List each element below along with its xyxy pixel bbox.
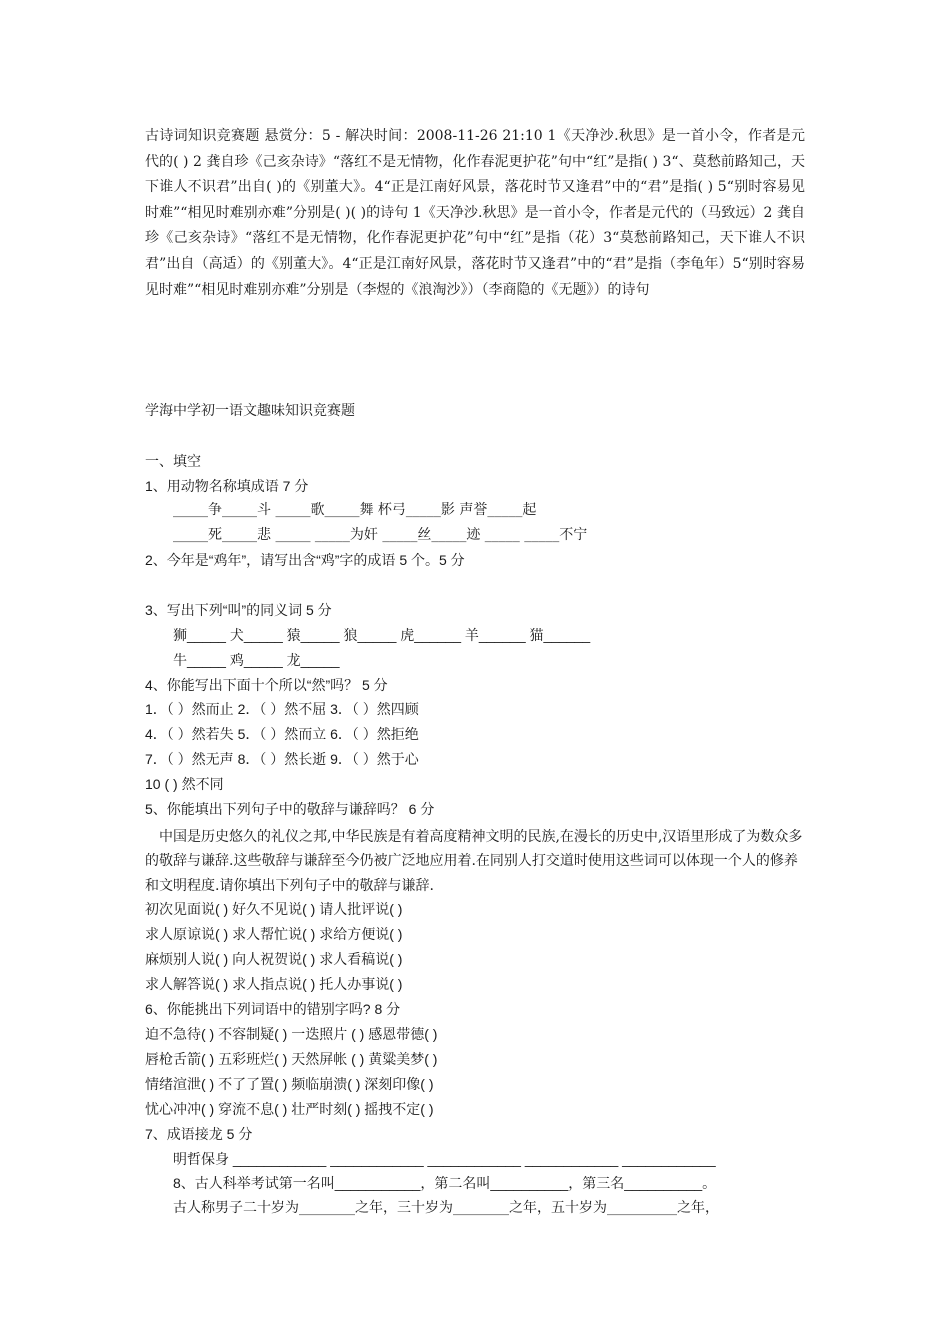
question-4: 4、你能写出下面十个所以“然”吗？ 5 分 xyxy=(145,677,388,693)
question-5-passage: 中国是历史悠久的礼仪之邦,中华民族是有着高度精神文明的民族,在漫长的历史中,汉语里形成了为数众多的敬辞与谦辞.这些敬辞与谦辞至今仍被广泛地应用着.在同别人打交道时使用这些词可以体现一个人的修养和文明程度.请你填出下列句子中的敬辞与谦辞. xyxy=(145,829,803,894)
question-4-row-4: 10 ( ) 然不同 xyxy=(145,776,224,792)
question-6-row-1: 迫不急待( ) 不容制疑( ) 一迭照片 ( ) 感恩带德( ) xyxy=(145,1026,438,1042)
quiz-title: 学海中学初一语文趣味知识竞赛题 xyxy=(145,403,355,419)
question-3-row-2: 牛_____ 鸡_____ 龙_____ xyxy=(173,652,340,668)
question-1: 1、用动物名称填成语 7 分 xyxy=(145,478,309,494)
question-4-row-2: 4．（ ）然若失 5．（ ）然而立 6．（ ）然拒绝 xyxy=(145,726,419,742)
question-1-row-2: _____死_____悲 _____ _____为奸 _____丝_____迹 _____ _____不宁 xyxy=(173,527,588,543)
question-6-row-3: 情绪渲泄( ) 不了了置( ) 频临崩溃( ) 深刻印像( ) xyxy=(145,1076,434,1092)
question-3-row-1: 狮_____ 犬_____ 猿_____ 狼_____ 虎______ 羊______ 猫______ xyxy=(173,627,591,643)
question-6-row-4: 忧心冲冲( ) 穿流不息( ) 壮严时刻( ) 摇拽不定( ) xyxy=(145,1101,434,1117)
intro-paragraph: 古诗词知识竞赛题 悬赏分：5 - 解决时间：2008-11-26 21:10 1《天净沙.秋思》是一首小令，作者是元代的( ) 2 龚自珍《己亥杂诗》“落红不是无情物，化作春泥更护花”句中“红”是指( ) 3“、莫愁前路知己，天下谁人不识君”出自( )的《别董大》。4“正是江南好风景，落花时节又逢君”中的“君”是指( ) 5“别时容易见时难”“相见时难别亦难”分别是( )( )的诗句 1《天净沙.秋思》是一首小令，作者是元代的（马致远）2 龚自珍《己亥杂诗》“落红不是无情物，化作春泥更护花”句中“红”是指（花）3“莫愁前路知己，天下谁人不识君”出自（高适）的《别董大》。4“正是江南好风景，落花时节又逢君”中的“君”是指（李龟年）5“别时容易见时难”“相见时难别亦难”分别是（李煜的《浪淘沙》）（李商隐的《无题》）的诗句 xyxy=(145,128,805,298)
question-3: 3、写出下列“叫”的同义词 5 分 xyxy=(145,602,332,618)
question-6: 6、你能挑出下列词语中的错别字吗? 8 分 xyxy=(145,1001,401,1017)
question-1-row-1: _____争_____斗 _____歌_____舞 杯弓_____影 声誉_____起 xyxy=(173,502,537,518)
question-5-row-1: 初次见面说( ) 好久不见说( ) 请人批评说( ) xyxy=(145,901,403,917)
question-7-row-1: 明哲保身 ____________ ____________ ____________ ____________ ____________ xyxy=(173,1151,716,1167)
question-5: 5、你能填出下列句子中的敬辞与谦辞吗？ 6 分 xyxy=(145,801,435,817)
question-4-row-1: 1．（ ）然而止 2．（ ）然不屈 3．（ ）然四顾 xyxy=(145,701,419,717)
question-6-row-2: 唇枪舌箭( ) 五彩班烂( ) 天然屏帐 ( ) 黄粱美梦( ) xyxy=(145,1051,438,1067)
question-8-row-1: 古人称男子二十岁为________之年，三十岁为________之年，五十岁为__________之年， xyxy=(173,1200,719,1216)
question-5-row-3: 麻烦别人说( ) 向人祝贺说( ) 求人看稿说( ) xyxy=(145,951,403,967)
question-8: 8、古人科举考试第一名叫___________，第二名叫__________，第三名__________。 xyxy=(173,1175,717,1191)
question-7: 7、成语接龙 5 分 xyxy=(145,1126,253,1142)
question-5-row-4: 求人解答说( ) 求人指点说( ) 托人办事说( ) xyxy=(145,976,403,992)
question-2: 2、今年是“鸡年”，请写出含“鸡”字的成语 5 个。5 分 xyxy=(145,552,465,568)
question-5-row-2: 求人原谅说( ) 求人帮忙说( ) 求给方便说( ) xyxy=(145,926,403,942)
section-fill-blank: 一、填空 xyxy=(145,453,201,469)
question-4-row-3: 7．（ ）然无声 8．（ ）然长逝 9．（ ）然于心 xyxy=(145,751,419,767)
